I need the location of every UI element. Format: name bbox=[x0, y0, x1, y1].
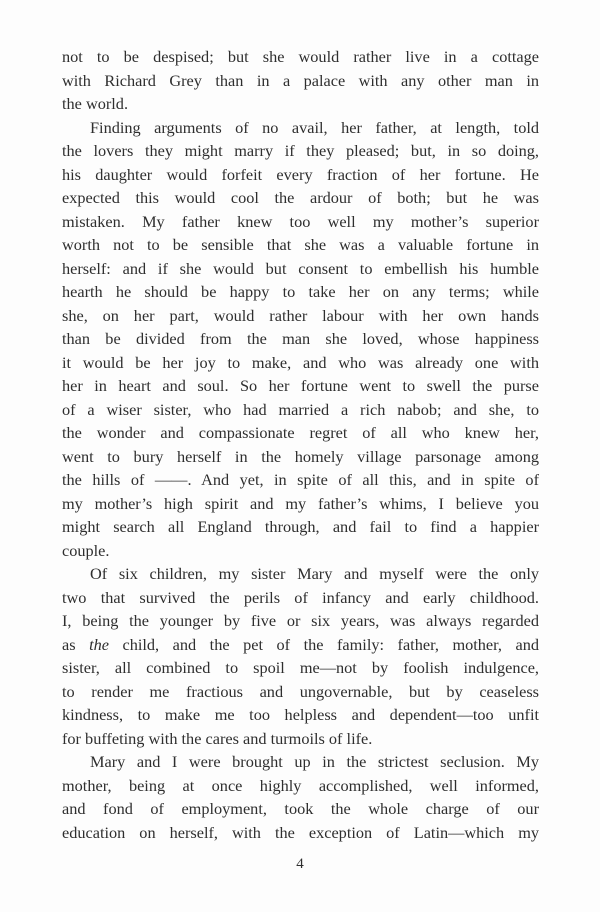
text-line: herself: and if she would but consent to embellish his humble bbox=[62, 258, 539, 278]
text-line: went to bury herself in the homely village parsonage among bbox=[62, 446, 539, 466]
text-line: his daughter would forfeit every fraction of her fortune. He bbox=[62, 164, 539, 184]
text-line: the world. bbox=[62, 94, 129, 113]
text-line: the wonder and compassionate regret of all who knew her, bbox=[62, 423, 539, 442]
text-line: sister, all combined to spoil me—not by foolish indulgence, bbox=[62, 658, 539, 677]
text-line: expected this would cool the ardour of both; but he was bbox=[62, 188, 539, 207]
text-line: worth not to be sensible that she was a valuable fortune in bbox=[62, 235, 539, 254]
text-line: might search all England through, and fail to find a happier bbox=[62, 517, 539, 536]
text-line-with-italic bbox=[62, 633, 539, 657]
text-line: two that survived the perils of infancy and early childhood. bbox=[62, 587, 539, 607]
text-segment: child, and the pet of the family: father, mother, and bbox=[108, 634, 539, 654]
italic-word: the bbox=[89, 634, 109, 654]
text-line: not to be despised; but she would rather live in a cottage bbox=[62, 47, 539, 66]
text-line: my mother’s high spirit and my father’s whims, I believe you bbox=[62, 493, 539, 513]
text-line: Of six children, my sister Mary and myself were the only bbox=[90, 564, 539, 583]
text-line: for buffeting with the cares and turmoils of life. bbox=[62, 728, 373, 748]
text-line: kindness, to make me too helpless and dependent—too unfit bbox=[62, 705, 539, 724]
text-line: to render me fractious and ungovernable, but by ceaseless bbox=[62, 681, 539, 701]
page-number: 4 bbox=[296, 856, 304, 872]
text-line: hearth he should be happy to take her on any terms; while bbox=[62, 282, 539, 301]
text-line: couple. bbox=[62, 540, 110, 560]
text-line: than be divided from the man she loved, whose happiness bbox=[62, 329, 539, 348]
text-line: her in heart and soul. So her fortune went to swell the purse bbox=[62, 376, 539, 395]
text-line: I, being the younger by five or six years, was always regarded bbox=[62, 611, 539, 630]
text-line: with Richard Grey than in a palace with any other man in bbox=[62, 70, 539, 90]
text-line: education on herself, with the exception of Latin—which my bbox=[62, 822, 539, 842]
text-line: the lovers they might marry if they pleased; but, in so doing, bbox=[62, 141, 539, 160]
text-line: mother, being at once highly accomplished, well informed, bbox=[62, 775, 539, 795]
text-line: she, on her part, would rather labour with her own hands bbox=[62, 305, 539, 325]
text-line: and fond of employment, took the whole charge of our bbox=[62, 799, 539, 818]
text-line: mistaken. My father knew too well my mother’s superior bbox=[62, 211, 539, 231]
text-line: of a wiser sister, who had married a rich nabob; and she, to bbox=[62, 399, 539, 419]
text-segment: as bbox=[62, 634, 90, 654]
text-line: Mary and I were brought up in the strictest seclusion. My bbox=[90, 752, 539, 771]
text-line: it would be her joy to make, and who was already one with bbox=[62, 352, 539, 372]
text-line: Finding arguments of no avail, her father, at length, told bbox=[90, 117, 539, 137]
text-line: the hills of ——. And yet, in spite of all this, and in spite of bbox=[62, 470, 539, 489]
